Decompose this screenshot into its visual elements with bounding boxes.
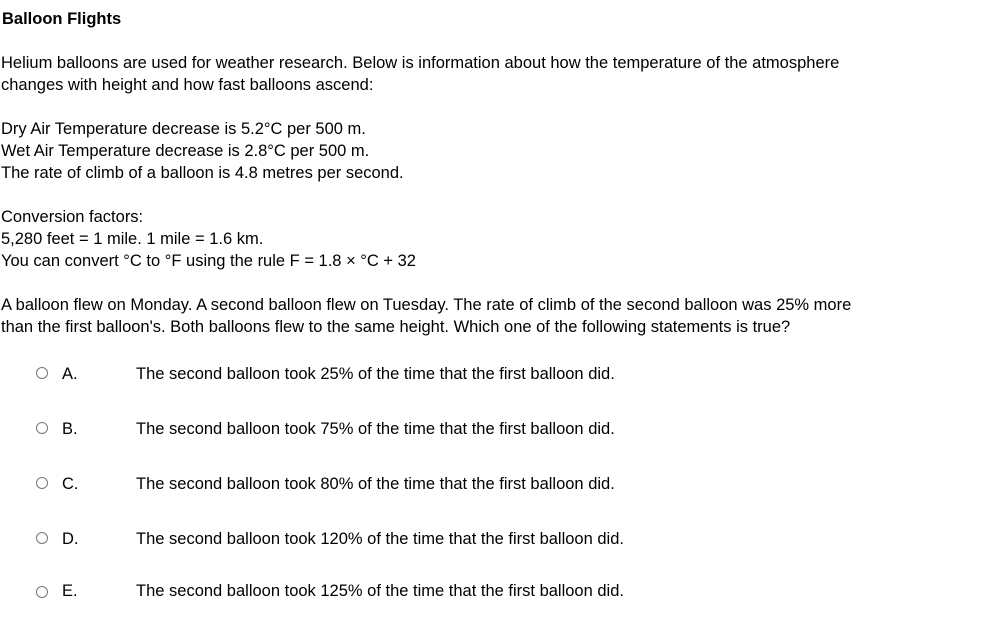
- option-letter: D.: [62, 530, 79, 548]
- option-letter: C.: [62, 475, 79, 493]
- radio-button-e[interactable]: [36, 586, 48, 598]
- question-prompt: [1, 294, 976, 338]
- option-letter: B.: [62, 420, 78, 438]
- conversion-temperature: You can convert °C to °F using the rule F = 1.8 × °C + 32: [1, 252, 416, 270]
- question-title: Balloon Flights: [2, 10, 122, 28]
- fact-wet-air: Wet Air Temperature decrease is 2.8°C per 500 m.: [1, 142, 370, 160]
- conversion-heading: Conversion factors:: [1, 208, 144, 226]
- facts-paragraph: [1, 118, 976, 184]
- option-letter: E.: [62, 582, 78, 600]
- radio-button-c[interactable]: [36, 477, 48, 489]
- prompt-line: than the first balloon's. Both balloons flew to the same height. Which one of the following statements is true?: [1, 318, 791, 336]
- intro-line: Helium balloons are used for weather research. Below is information about how the temperature of the atmosphere: [1, 54, 840, 72]
- radio-button-b[interactable]: [36, 422, 48, 434]
- radio-button-d[interactable]: [36, 532, 48, 544]
- option-text: The second balloon took 80% of the time that the first balloon did.: [136, 475, 615, 493]
- fact-dry-air: Dry Air Temperature decrease is 5.2°C per 500 m.: [1, 120, 366, 138]
- conversion-paragraph: [1, 206, 976, 272]
- option-text: The second balloon took 25% of the time that the first balloon did.: [136, 365, 615, 383]
- option-text: The second balloon took 120% of the time that the first balloon did.: [136, 530, 624, 548]
- prompt-line: A balloon flew on Monday. A second balloon flew on Tuesday. The rate of climb of the second balloon was 25% more: [1, 296, 852, 314]
- option-text: The second balloon took 75% of the time that the first balloon did.: [136, 420, 615, 438]
- intro-paragraph: [1, 52, 976, 96]
- radio-button-a[interactable]: [36, 367, 48, 379]
- option-text: The second balloon took 125% of the time that the first balloon did.: [136, 582, 624, 600]
- intro-line: changes with height and how fast balloons ascend:: [1, 76, 374, 94]
- conversion-distance: 5,280 feet = 1 mile. 1 mile = 1.6 km.: [1, 230, 264, 248]
- option-letter: A.: [62, 365, 78, 383]
- fact-climb-rate: The rate of climb of a balloon is 4.8 metres per second.: [1, 164, 404, 182]
